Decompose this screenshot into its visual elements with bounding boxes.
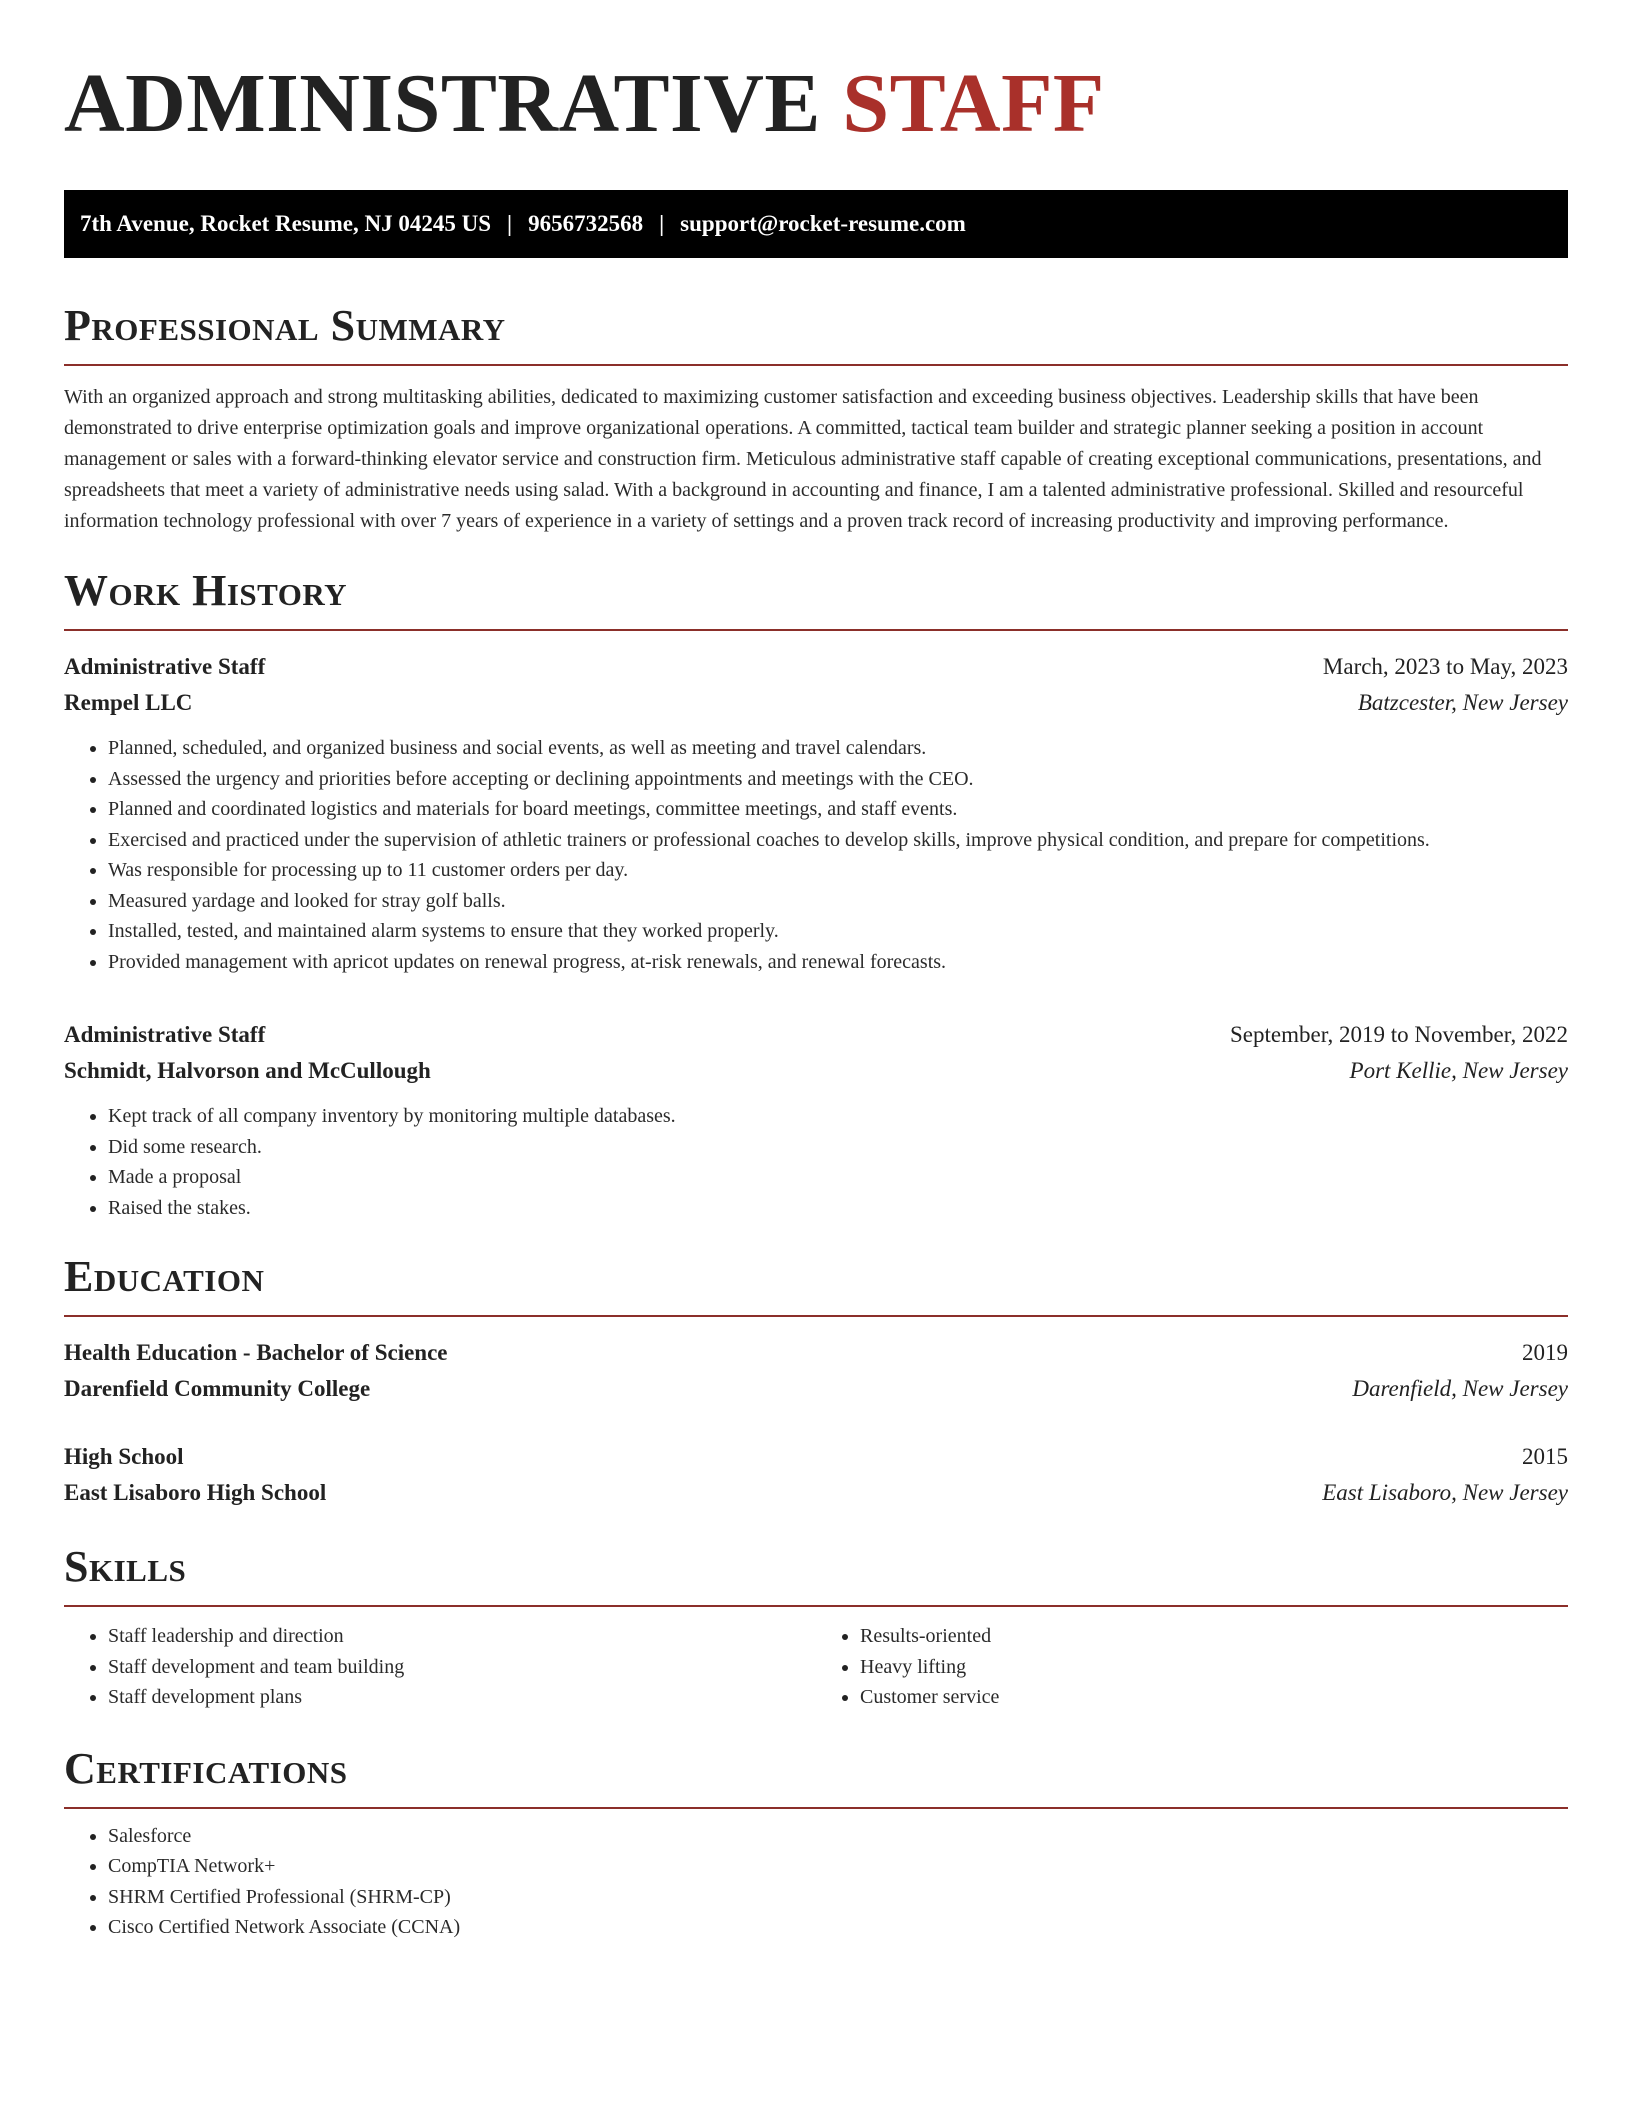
job-location: Port Kellie, New Jersey (1349, 1058, 1568, 1083)
education-entry (64, 1439, 1568, 1511)
contact-phone: 9656732568 (528, 211, 644, 236)
summary-section (64, 300, 1568, 537)
contact-separator: | (507, 211, 513, 236)
job-entry (64, 1017, 1568, 1223)
job-title: Administrative Staff (64, 654, 266, 679)
summary-text: With an organized approach and strong multitasking abilities, dedicated to maximizing customer satisfaction and exceeding business objectives. Leadership skills that have been demonstrated to drive enterprise optimization goals and improve organizational operations. A committed, tactical team builder and strategic planner seeking a position in account management or sales with a forward-thinking elevator service and construction firm. Meticulous administrative staff capable of creating exceptional communications, presentations, and spreadsheets that meet a variety of administrative needs using salad. With a background in accounting and finance, I am a talented administrative professional. Skilled and resourceful information technology professional with over 7 years of experience in a variety of settings and a proven track record of increasing productivity and improving performance. (64, 386, 1542, 532)
job-dates: September, 2019 to November, 2022 (1230, 1022, 1568, 1047)
skills-grid (64, 1621, 1568, 1713)
job-bullet-list (64, 733, 1568, 977)
job-company-row (64, 1053, 1568, 1089)
education-entry (64, 1335, 1568, 1407)
title-main: ADMINISTRATIVE (64, 57, 821, 150)
education-year: 2019 (1522, 1340, 1568, 1365)
skill-item: • Staff leadership and direction (108, 1621, 816, 1652)
job-bullet: • Was responsible for processing up to 11 customer orders per day. (108, 855, 1568, 886)
section-heading-work-history: Work History (64, 565, 1568, 631)
job-title: Administrative Staff (64, 1022, 266, 1047)
certification-item: • SHRM Certified Professional (SHRM-CP) (108, 1882, 1568, 1913)
job-bullet: • Planned, scheduled, and organized business and social events, as well as meeting and travel calendars. (108, 733, 1568, 764)
skills-section (64, 1541, 1568, 1713)
education-location: East Lisaboro, New Jersey (1322, 1480, 1568, 1505)
contact-email: support@rocket-resume.com (680, 211, 966, 236)
education-section (64, 1251, 1568, 1511)
section-heading-skills: Skills (64, 1541, 1568, 1607)
job-dates: March, 2023 to May, 2023 (1322, 654, 1568, 679)
job-bullet: • Installed, tested, and maintained alarm systems to ensure that they worked properly. (108, 916, 1568, 947)
job-company: Schmidt, Halvorson and McCullough (64, 1058, 431, 1083)
section-heading-education: Education (64, 1251, 1568, 1317)
job-bullet: • Did some research. (108, 1132, 1568, 1163)
resume-title (64, 54, 1568, 154)
job-header-row (64, 1017, 1568, 1053)
education-degree: High School (64, 1444, 184, 1469)
education-school: East Lisaboro High School (64, 1480, 327, 1505)
skill-item: • Customer service (860, 1682, 1568, 1713)
skill-item: • Results-oriented (860, 1621, 1568, 1652)
certification-item: • Salesforce (108, 1821, 1568, 1852)
job-bullet: • Measured yardage and looked for stray golf balls. (108, 886, 1568, 917)
job-bullet: • Kept track of all company inventory by monitoring multiple databases. (108, 1101, 1568, 1132)
section-heading-summary: Professional Summary (64, 300, 1568, 366)
education-header-row (64, 1335, 1568, 1371)
job-entry (64, 649, 1568, 977)
education-year: 2015 (1522, 1444, 1568, 1469)
section-heading-certifications: Certifications (64, 1743, 1568, 1809)
education-location: Darenfield, New Jersey (1352, 1376, 1568, 1401)
education-school-row (64, 1371, 1568, 1407)
work-history-section (64, 565, 1568, 1223)
job-bullet: • Exercised and practiced under the supervision of athletic trainers or professional coaches to develop skills, improve physical condition, and prepare for competitions. (108, 825, 1568, 856)
certification-item: • Cisco Certified Network Associate (CCNA) (108, 1912, 1568, 1943)
job-bullet: • Provided management with apricot updates on renewal progress, at-risk renewals, and renewal forecasts. (108, 947, 1568, 978)
certifications-list (64, 1821, 1568, 1943)
certifications-section (64, 1743, 1568, 1943)
job-location: Batzcester, New Jersey (1357, 690, 1568, 715)
skill-item: • Staff development plans (108, 1682, 816, 1713)
job-bullet: • Made a proposal (108, 1162, 1568, 1193)
skill-item: • Staff development and team building (108, 1652, 816, 1683)
skill-item: • Heavy lifting (860, 1652, 1568, 1683)
job-company: Rempel LLC (64, 690, 193, 715)
job-header-row (64, 649, 1568, 685)
education-degree: Health Education - Bachelor of Science (64, 1340, 448, 1365)
skills-column-right (816, 1621, 1568, 1713)
job-bullet: • Raised the stakes. (108, 1193, 1568, 1224)
title-accent: STAFF (842, 57, 1105, 150)
contact-separator: | (659, 211, 665, 236)
education-header-row (64, 1439, 1568, 1475)
education-school-row (64, 1475, 1568, 1511)
job-bullet: • Planned and coordinated logistics and materials for board meetings, committee meetings, and staff events. (108, 794, 1568, 825)
skills-column-left (64, 1621, 816, 1713)
job-bullet: • Assessed the urgency and priorities before accepting or declining appointments and meetings with the CEO. (108, 764, 1568, 795)
contact-address: 7th Avenue, Rocket Resume, NJ 04245 US (80, 211, 492, 236)
certification-item: • CompTIA Network+ (108, 1851, 1568, 1882)
job-company-row (64, 685, 1568, 721)
job-bullet-list (64, 1101, 1568, 1223)
contact-bar (64, 190, 1568, 258)
education-school: Darenfield Community College (64, 1376, 371, 1401)
